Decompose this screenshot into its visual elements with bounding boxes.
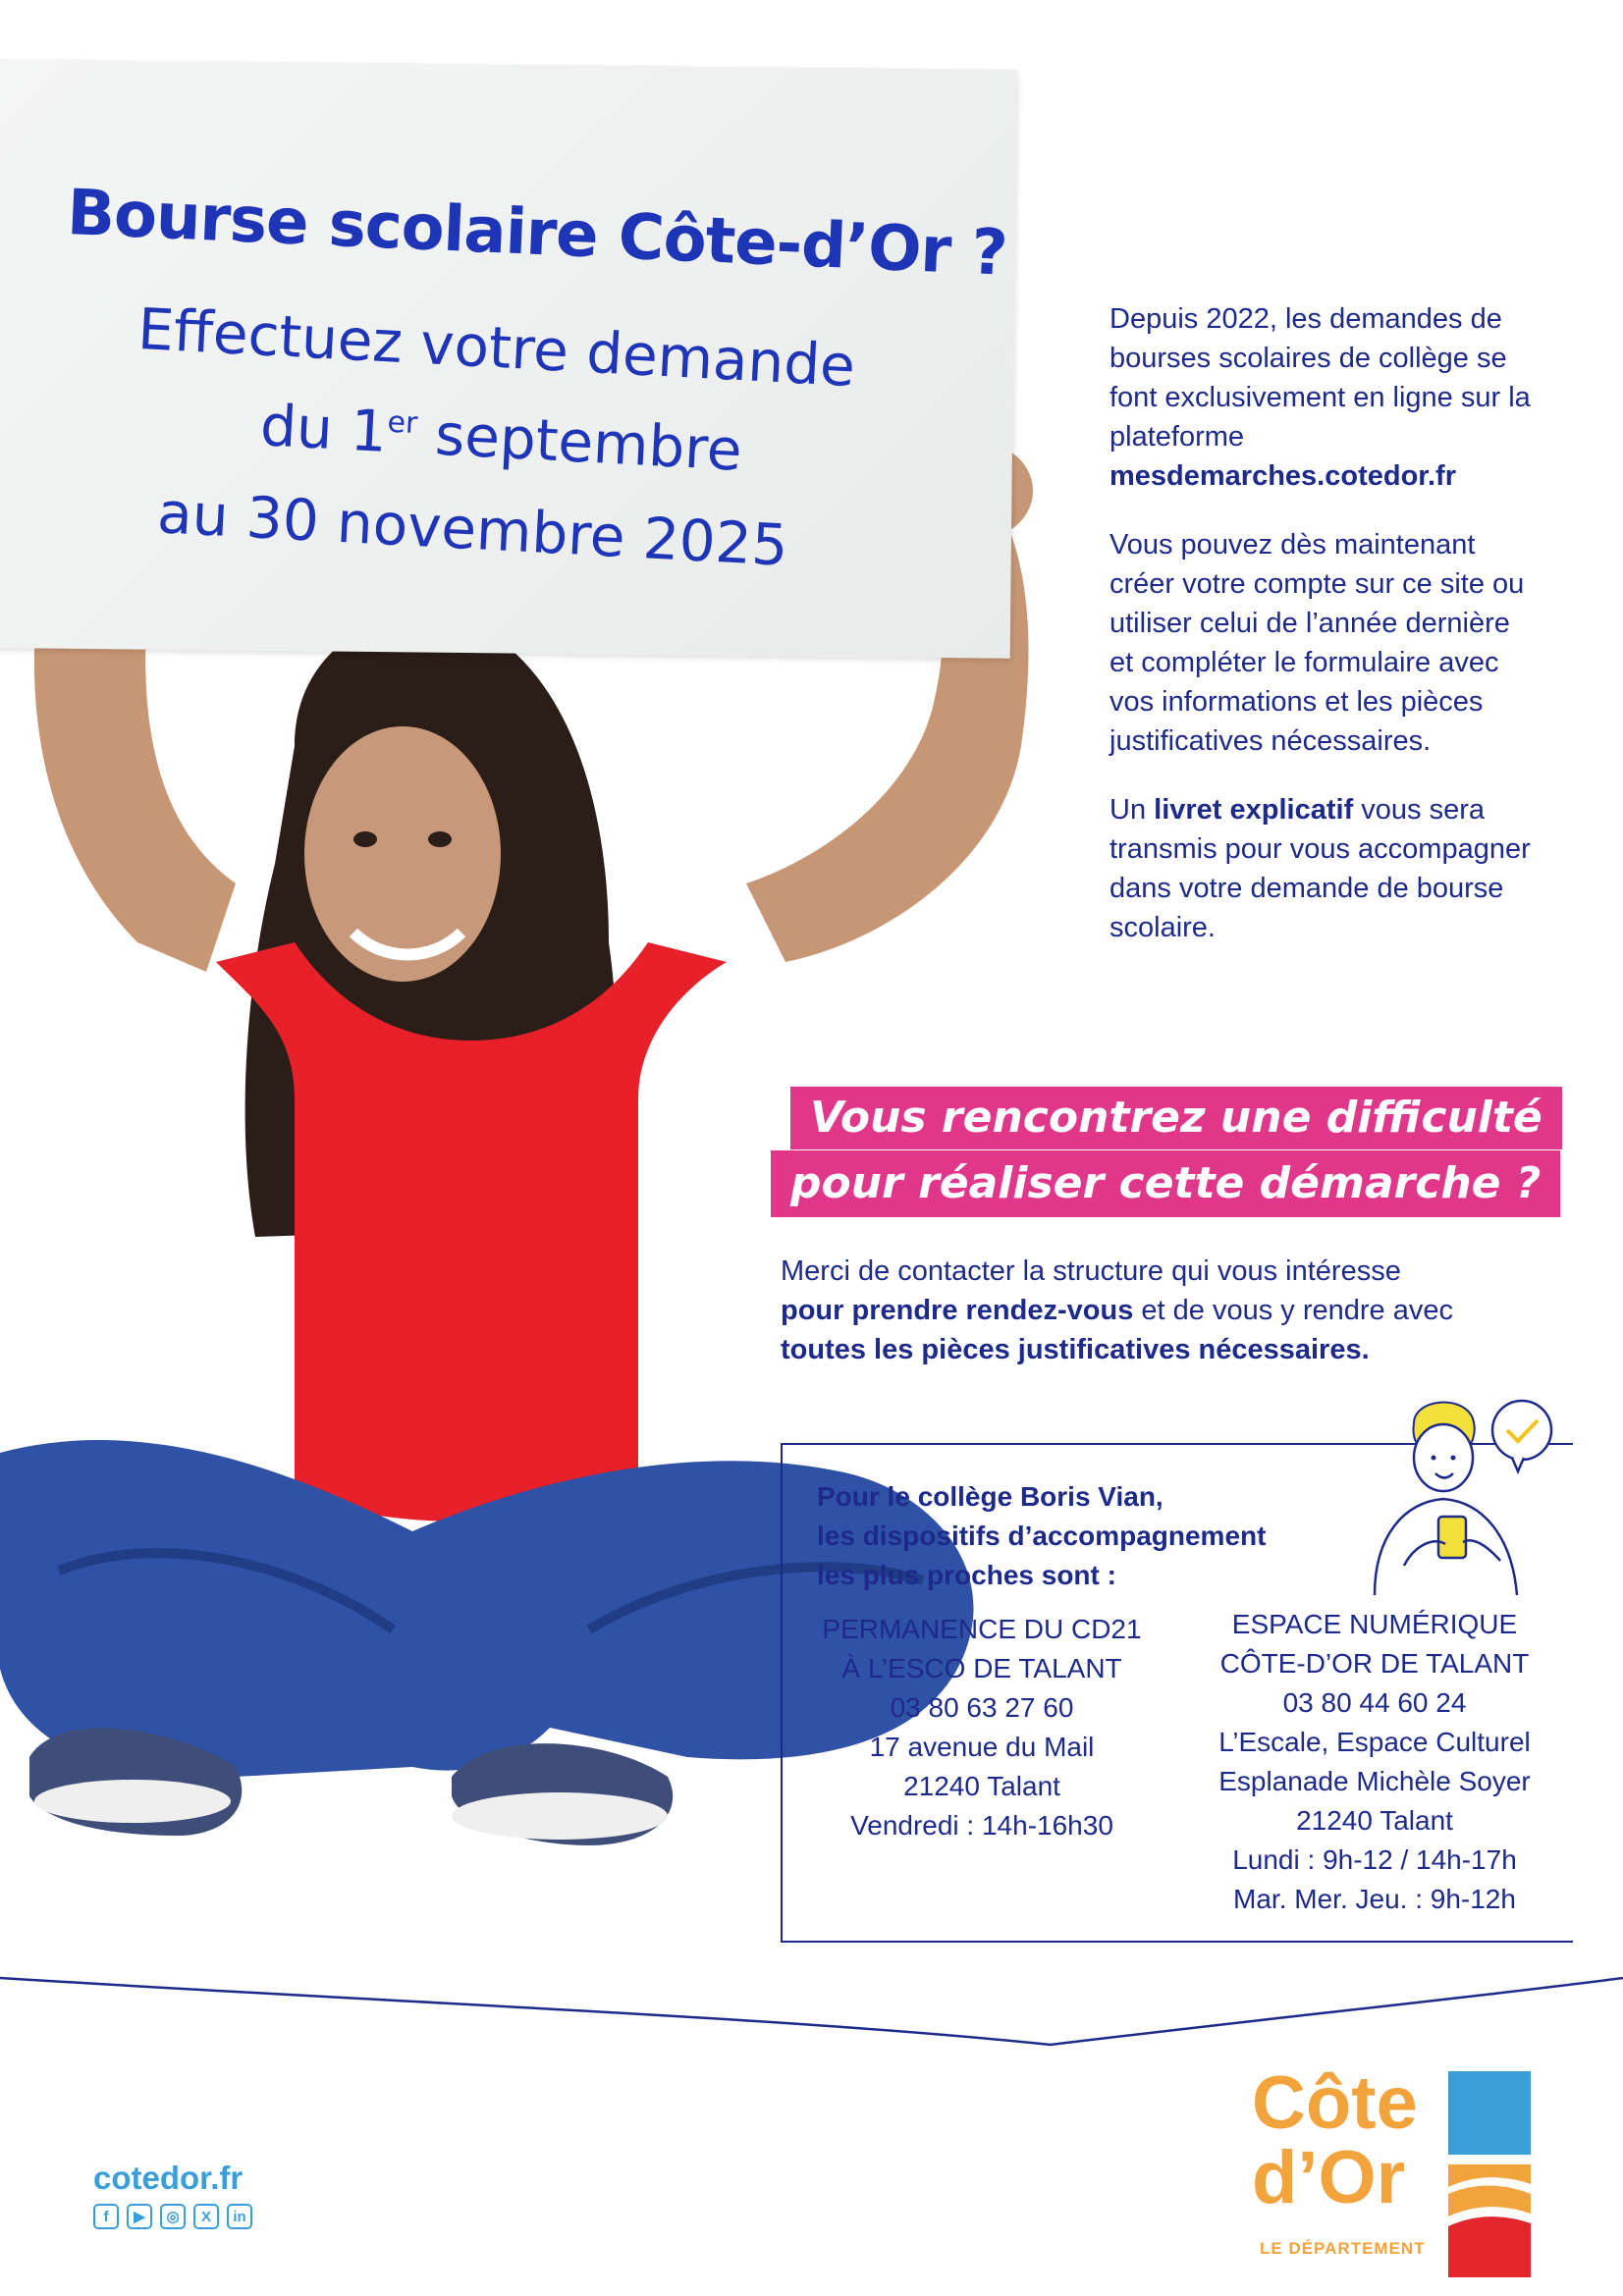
espace-numerique-column xyxy=(1193,1605,1556,1919)
logo-line-2: d’Or xyxy=(1252,2136,1406,2219)
col2-line: 21240 Talant xyxy=(1296,1805,1453,1836)
intro-p3-post: vous sera transmis pour vous accompagner dans votre demande de bourse scolaire. xyxy=(1109,794,1531,943)
col2-line: ESPACE NUMÉRIQUE xyxy=(1231,1609,1518,1639)
difficulty-banner-line-2: pour réaliser cette démarche ? xyxy=(771,1150,1560,1217)
intro-paragraph-1 xyxy=(1109,299,1542,496)
contact-bold-2: toutes les pièces justificatives nécessaires. xyxy=(781,1334,1370,1365)
col1-line: 21240 Talant xyxy=(903,1771,1060,1801)
facebook-icon[interactable]: f xyxy=(93,2204,119,2229)
platform-link[interactable]: mesdemarches.cotedor.fr xyxy=(1109,460,1456,492)
footer-divider xyxy=(0,1958,1623,2056)
box-heading-line: Pour le collège Boris Vian, xyxy=(817,1481,1163,1512)
social-links xyxy=(93,2204,252,2229)
col2-line: L’Escale, Espace Culturel xyxy=(1218,1727,1531,1757)
intro-p3-pre: Un xyxy=(1109,794,1155,826)
logo-text xyxy=(1252,2061,1418,2219)
col2-hours: Mar. Mer. Jeu. : 9h-12h xyxy=(1233,1884,1516,1914)
sign-title: Bourse scolaire Côte-d’Or ? xyxy=(65,177,1009,291)
instagram-icon[interactable]: ◎ xyxy=(160,2204,186,2229)
logo-emblem-icon xyxy=(1448,2071,1537,2277)
person-phone-illustration xyxy=(1355,1389,1566,1595)
box-heading xyxy=(817,1477,1266,1595)
contact-mid: et de vous y rendre avec xyxy=(1133,1295,1453,1326)
col2-line: Esplanade Michèle Soyer xyxy=(1218,1766,1531,1796)
intro-paragraph-2: Vous pouvez dès maintenant créer votre compte sur ce site ou utiliser celui de l’année dernière et compléter le formulaire avec vos informations et les pièces justificatives nécessaires. xyxy=(1109,529,1525,757)
sign-line-1: Effectuez votre demande xyxy=(135,294,857,400)
difficulty-banner-line-1: Vous rencontrez une difficulté xyxy=(790,1087,1562,1149)
box-heading-line: les dispositifs d’accompagnement xyxy=(817,1521,1267,1551)
sign-line-2-sup: er xyxy=(386,404,419,442)
intro-p1-text: Depuis 2022, les demandes de bourses scolaires de collège se font exclusivement en ligne sur la plateforme xyxy=(1109,303,1531,453)
logo-subtitle: LE DÉPARTEMENT xyxy=(1260,2239,1426,2258)
col1-hours: Vendredi : 14h-16h30 xyxy=(850,1810,1113,1841)
box-heading-line: les plus proches sont : xyxy=(817,1560,1116,1590)
linkedin-icon[interactable]: in xyxy=(227,2204,252,2229)
cote-dor-logo xyxy=(1252,2061,1537,2282)
sign-line-2-post: septembre xyxy=(415,400,744,484)
col1-line: 17 avenue du Mail xyxy=(869,1732,1095,1762)
col1-line: PERMANENCE DU CD21 xyxy=(822,1614,1142,1644)
sign-line-2-pre: du 1 xyxy=(258,392,389,465)
col2-hours: Lundi : 9h-12 / 14h-17h xyxy=(1232,1844,1517,1875)
intro-paragraph-3 xyxy=(1109,790,1542,947)
sign-line-3: au 30 novembre 2025 xyxy=(155,479,790,579)
intro-p3-bold: livret explicatif xyxy=(1154,794,1354,826)
col1-phone[interactable]: 03 80 63 27 60 xyxy=(890,1692,1074,1723)
permanence-cd21-column xyxy=(800,1610,1163,1845)
contact-pre: Merci de contacter la structure qui vous intéresse xyxy=(781,1255,1401,1287)
youtube-icon[interactable]: ▶ xyxy=(127,2204,152,2229)
intro-text xyxy=(1109,299,1542,977)
logo-line-1: Côte xyxy=(1252,2061,1418,2145)
col1-line: À L’ESCO DE TALANT xyxy=(841,1653,1122,1683)
x-icon[interactable]: X xyxy=(193,2204,219,2229)
col2-line: CÔTE-D’OR DE TALANT xyxy=(1219,1648,1530,1679)
website-link[interactable]: cotedor.fr xyxy=(93,2160,243,2196)
contact-intro xyxy=(781,1252,1527,1369)
col2-phone[interactable]: 03 80 44 60 24 xyxy=(1282,1687,1467,1718)
contact-bold-1: pour prendre rendez-vous xyxy=(781,1295,1134,1326)
